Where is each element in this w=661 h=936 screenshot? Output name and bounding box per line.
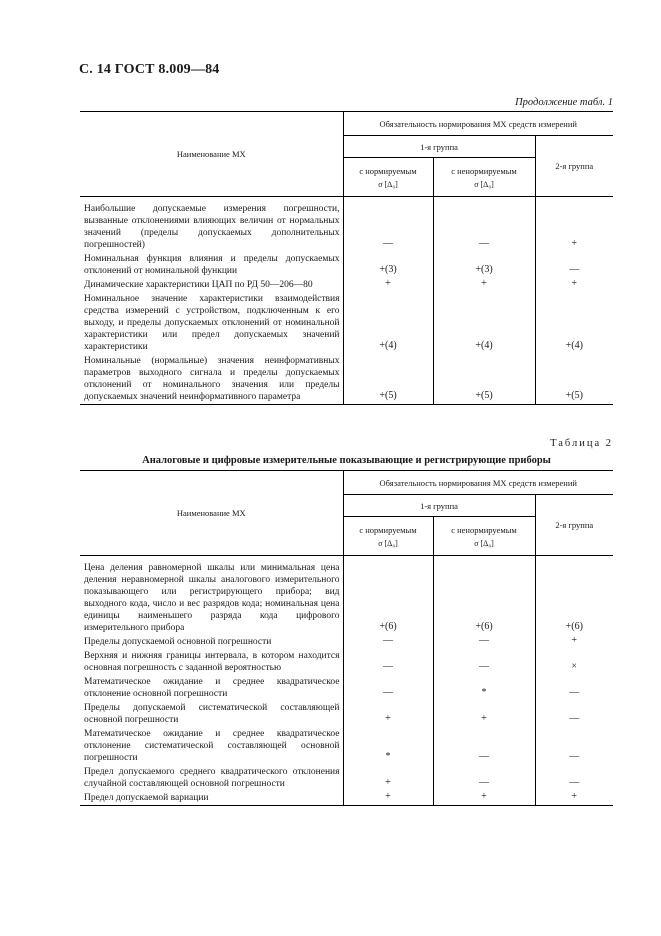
- table-row: [80, 701, 613, 727]
- value-group2: —: [569, 686, 580, 698]
- characteristic-name: Предел допускаемого среднего квадратического отклонения случайной составляющей основной погрешности: [80, 765, 343, 791]
- table-2: [80, 470, 613, 806]
- header-obligation: Обязательность нормирования МХ средств измерений: [343, 471, 613, 495]
- table-1: [80, 111, 613, 405]
- value-normalized: +(5): [343, 354, 433, 405]
- value-normalized: —: [343, 675, 433, 701]
- value-non-normalized: —: [433, 202, 535, 252]
- value-group2: ×: [571, 660, 578, 672]
- value-group2: +: [535, 791, 613, 806]
- header-name: Наименование МХ: [80, 471, 343, 556]
- characteristic-name: Предел допускаемой вариации: [80, 791, 343, 806]
- value-non-normalized: —: [433, 727, 535, 765]
- characteristic-name: Математическое ожидание и среднее квадратическое отклонение систематической составляющей основной погрешности: [80, 727, 343, 765]
- value-group2: —: [569, 750, 580, 762]
- value-non-normalized: —: [433, 649, 535, 675]
- value-non-normalized: +(6): [433, 561, 535, 635]
- table-row: [80, 649, 613, 675]
- value-non-normalized: *: [433, 675, 535, 701]
- table-row: [80, 635, 613, 649]
- value-non-normalized: +: [433, 701, 535, 727]
- value-non-normalized: +: [433, 278, 535, 292]
- value-group2: +: [571, 634, 578, 646]
- table-2-label: Таблица 2: [550, 438, 613, 449]
- value-non-normalized: +(3): [433, 252, 535, 278]
- header-group2: 2-я группа: [535, 136, 613, 197]
- value-normalized: +(6): [343, 561, 433, 635]
- characteristic-name: Динамические характеристики ЦАП по РД 50—206—80: [80, 278, 343, 292]
- characteristic-name: Пределы допускаемой систематической составляющей основной погрешности: [80, 701, 343, 727]
- characteristic-name: Верхняя и нижняя границы интервала, в котором находится основная погрешность с заданной вероятностью: [80, 649, 343, 675]
- characteristic-name: Наибольшие допускаемые измерения погрешности, вызванные отклонениями влияющих величин от нормальных значений (пределы допускаемых дополнительных погрешностей): [80, 202, 343, 252]
- value-normalized: —: [343, 202, 433, 252]
- header-group1: 1-я группа: [343, 495, 535, 517]
- value-normalized: —: [343, 635, 433, 649]
- value-group2: +: [571, 237, 578, 249]
- value-group2: —: [569, 776, 580, 788]
- header-obligation: Обязательность нормирования МХ средств измерений: [343, 112, 613, 136]
- value-non-normalized: +: [433, 791, 535, 806]
- header-group1: 1-я группа: [343, 136, 535, 158]
- continuation-note: Продолжение табл. 1: [515, 97, 613, 108]
- header-non-normalized: с ненормируемым σ [Δ₀]: [433, 517, 535, 556]
- value-group2: —: [569, 712, 580, 724]
- table-row: [80, 727, 613, 765]
- table-row: [80, 202, 613, 252]
- characteristic-name: Математическое ожидание и среднее квадратическое отклонение основной погрешности: [80, 675, 343, 701]
- characteristic-name: Цена деления равномерной шкалы или минимальная цена деления неравномерной шкалы аналогового измерительного показывающего или регистрирующего прибора; вид выходного кода, число и вес разрядов кода; номинальная цена единицы наименьшего разряда кода цифрового измерительного прибора: [80, 561, 343, 635]
- table-row: [80, 561, 613, 635]
- value-group2: —: [569, 263, 580, 275]
- header-normalized: с нормируемым σ [Δ₀]: [343, 517, 433, 556]
- header-normalized: с нормируемым σ [Δ₀]: [343, 158, 433, 197]
- header-non-normalized: с ненормируемым σ [Δ₀]: [433, 158, 535, 197]
- table-row: [80, 791, 613, 806]
- table-row: [80, 252, 613, 278]
- value-normalized: +(3): [343, 252, 433, 278]
- characteristic-name: Номинальное значение характеристики взаимодействия средства измерений с устройством, подключенным к его выходу, и пределы допускаемых отклонений от номинальной характеристики или предел допускаемых значений характеристики: [80, 292, 343, 354]
- table-row: [80, 278, 613, 292]
- value-non-normalized: —: [433, 765, 535, 791]
- table-row: [80, 675, 613, 701]
- value-non-normalized: +(4): [433, 292, 535, 354]
- table-row: [80, 765, 613, 791]
- header-group2: 2-я группа: [535, 495, 613, 556]
- table-2-title: Аналоговые и цифровые измерительные показывающие и регистрирующие приборы: [142, 455, 551, 466]
- table-row: [80, 354, 613, 405]
- value-non-normalized: +(5): [433, 354, 535, 405]
- value-normalized: +(4): [343, 292, 433, 354]
- characteristic-name: Пределы допускаемой основной погрешности: [80, 635, 343, 649]
- value-normalized: *: [343, 727, 433, 765]
- characteristic-name: Номинальная функция влияния и пределы допускаемых отклонений от номинальной функции: [80, 252, 343, 278]
- characteristic-name: Номинальные (нормальные) значения неинформативных параметров выходного сигнала и пределы допускаемых отклонений от номинального значения или пределы допускаемых значений неинформативного параметра: [80, 354, 343, 405]
- value-group2: +(6): [565, 620, 583, 632]
- value-normalized: +: [343, 791, 433, 806]
- header-name: Наименование МХ: [80, 112, 343, 197]
- value-normalized: +: [343, 701, 433, 727]
- value-group2: +: [571, 277, 578, 289]
- value-normalized: —: [343, 649, 433, 675]
- value-group2: +(5): [535, 354, 613, 405]
- value-non-normalized: —: [433, 635, 535, 649]
- value-group2: +(4): [565, 339, 583, 351]
- value-normalized: +: [343, 278, 433, 292]
- value-normalized: +: [343, 765, 433, 791]
- page-header: С. 14 ГОСТ 8.009—84: [79, 62, 220, 77]
- table-row: [80, 292, 613, 354]
